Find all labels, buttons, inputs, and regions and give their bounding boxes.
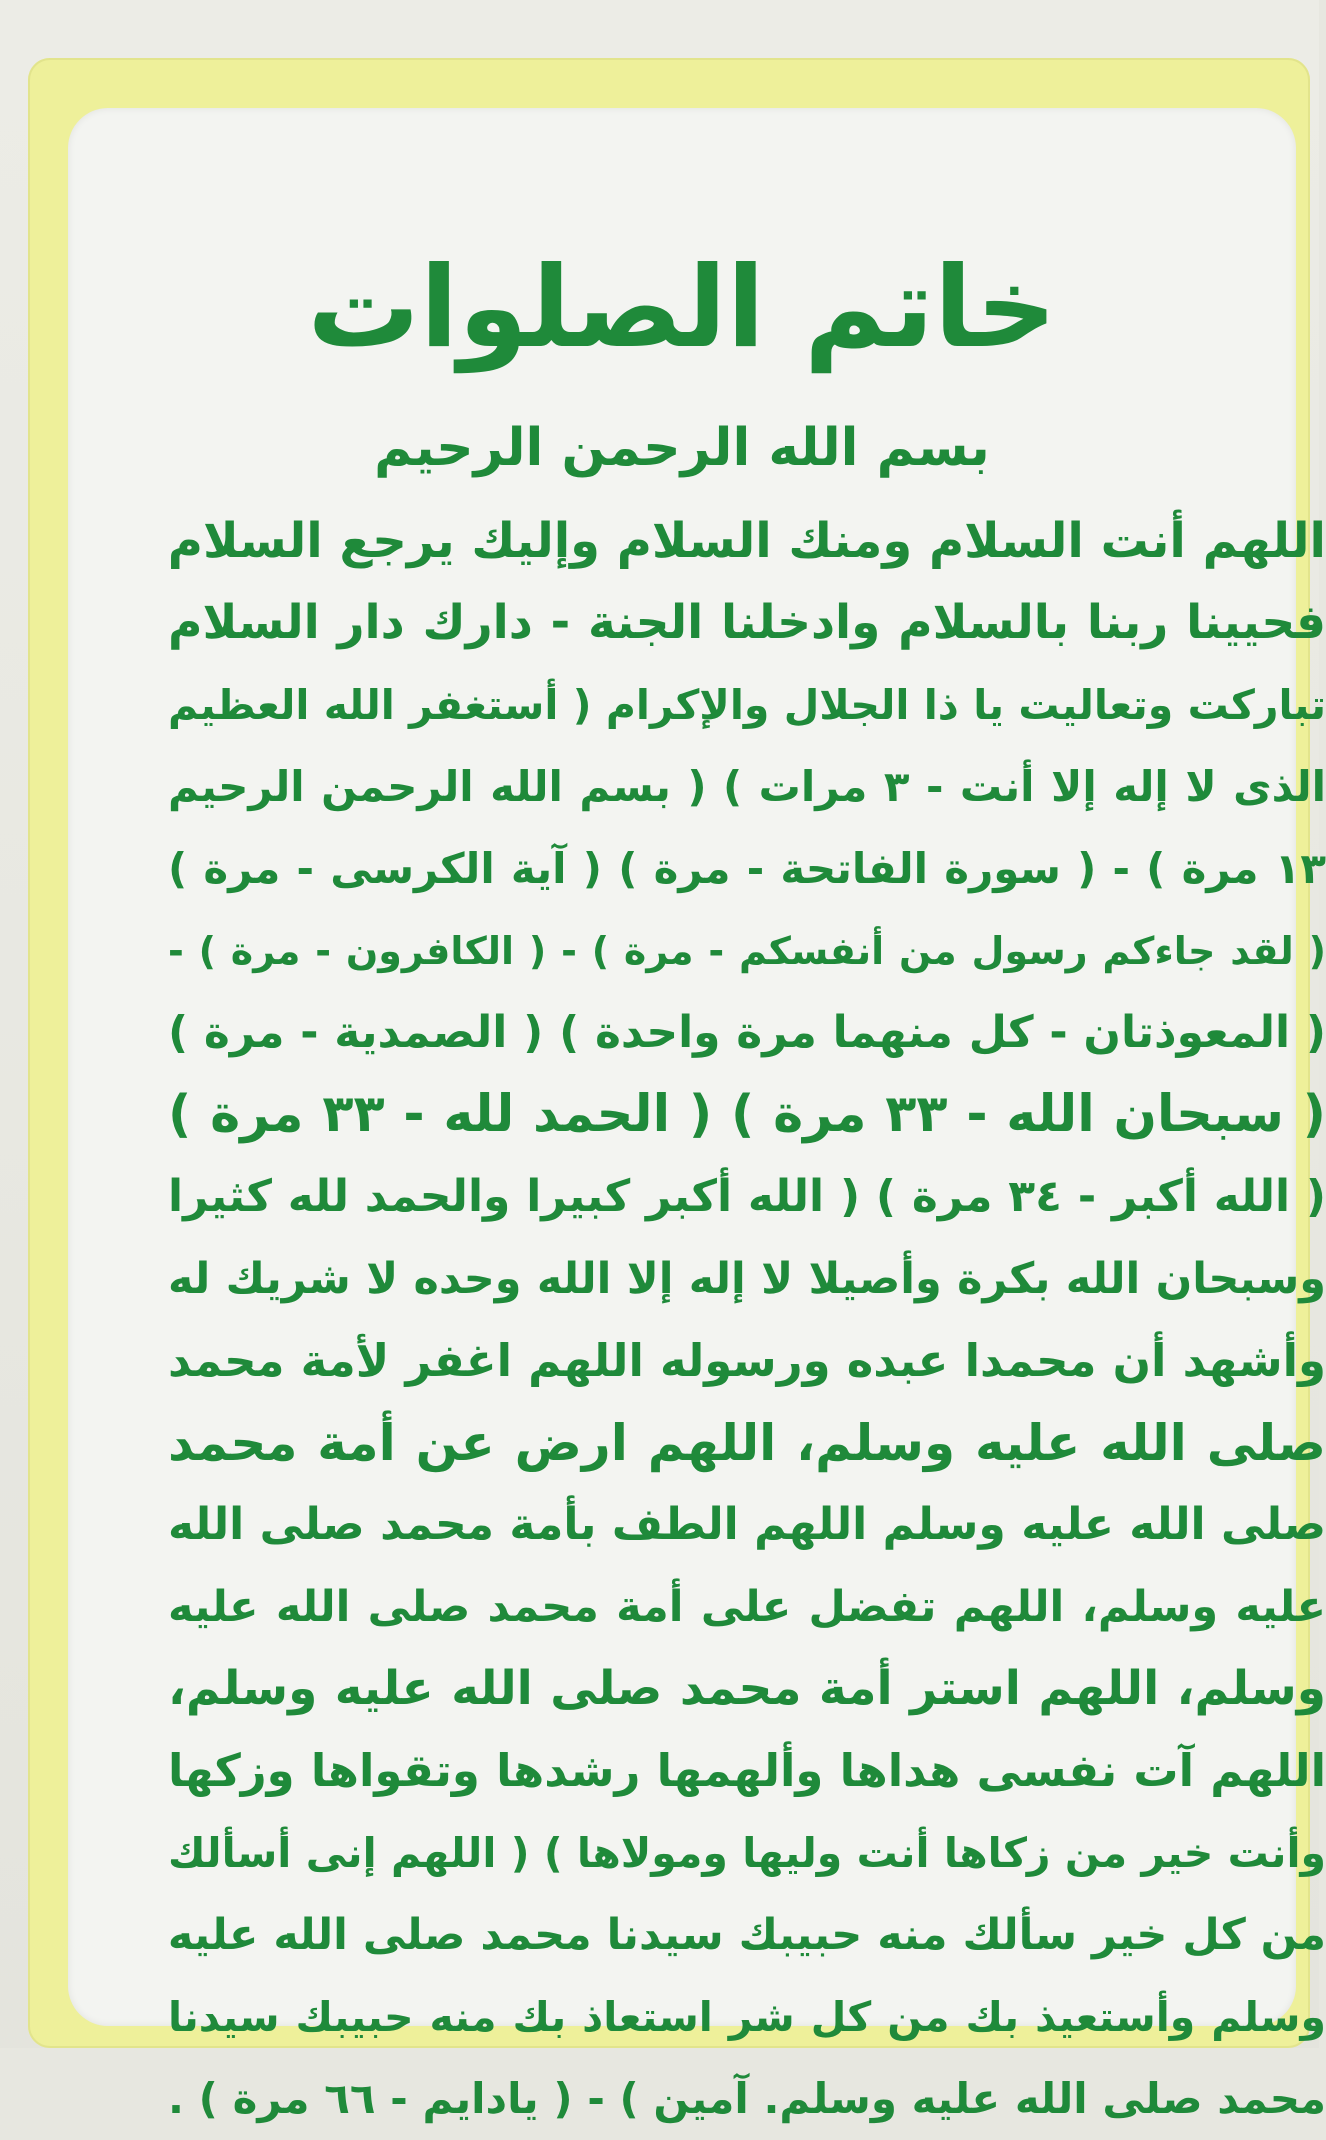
prayer-line-8: ( سبحان الله - ٣٣ مرة ) ( الحمد لله - ٣٣ مرة ) <box>168 1085 1326 1144</box>
prayer-line-5: ١٣ مرة ) - ( سورة الفاتحة - مرة ) ( آية الكرسى - مرة ) <box>168 844 1326 893</box>
prayer-title: خاتم الصلوات <box>307 243 1057 373</box>
prayer-line-4: الذى لا إله إلا أنت - ٣ مرات ) ( بسم الله الرحمن الرحيم <box>168 762 1326 811</box>
prayer-line-9: ( الله أكبر - ٣٤ مرة ) ( الله أكبر كبيرا والحمد لله كثيرا <box>168 1171 1326 1222</box>
prayer-line-3: تباركت وتعاليت يا ذا الجلال والإكرام ( أستغفر الله العظيم <box>168 681 1326 729</box>
prayer-line-13: صلى الله عليه وسلم اللهم الطف بأمة محمد صلى الله <box>168 1499 1326 1550</box>
prayer-line-7: ( المعوذتان - كل منهما مرة واحدة ) ( الصمدية - مرة ) <box>168 1007 1326 1058</box>
prayer-line-16: اللهم آت نفسى هداها وألهمها رشدها وتقواها وزكها <box>168 1744 1326 1797</box>
prayer-line-20: محمد صلى الله عليه وسلم. آمين ) - ( يادايم - ٦٦ مرة ) . <box>168 2074 1326 2123</box>
prayer-line-6: ( لقد جاءكم رسول من أنفسكم - مرة ) - ( الكافرون - مرة ) - <box>168 929 1326 973</box>
text-panel <box>68 108 1326 2123</box>
prayer-line-14: عليه وسلم، اللهم تفضل على أمة محمد صلى الله عليه <box>168 1582 1326 1632</box>
prayer-line-18: من كل خير سألك منه حبيبك سيدنا محمد صلى الله عليه <box>167 1910 1326 1960</box>
prayer-line-15: وسلم، اللهم استر أمة محمد صلى الله عليه وسلم، <box>168 1661 1326 1716</box>
prayer-line-17: وأنت خير من زكاها أنت وليها ومولاها ) ( اللهم إنى أسألك <box>168 1829 1326 1877</box>
basmala-line: بسم الله الرحمن الرحيم <box>374 418 990 478</box>
prayer-text <box>168 500 1326 2140</box>
prayer-line-11: وأشهد أن محمدا عبده ورسوله اللهم اغفر لأمة محمد <box>168 1334 1326 1387</box>
prayer-line-19: وسلم وأستعيذ بك من كل شر استعاذ بك منه حبيبك سيدنا <box>168 1993 1326 2041</box>
prayer-line-10: وسبحان الله بكرة وأصيلا لا إله إلا الله وحده لا شريك له <box>168 1254 1326 1304</box>
prayer-line-1: اللهم أنت السلام ومنك السلام وإليك يرجع السلام <box>167 513 1326 569</box>
prayer-line-2: فحيينا ربنا بالسلام وادخلنا الجنة - دارك دار السلام <box>168 595 1326 650</box>
prayer-line-12: صلى الله عليه وسلم، اللهم ارض عن أمة محمد <box>168 1414 1326 1472</box>
